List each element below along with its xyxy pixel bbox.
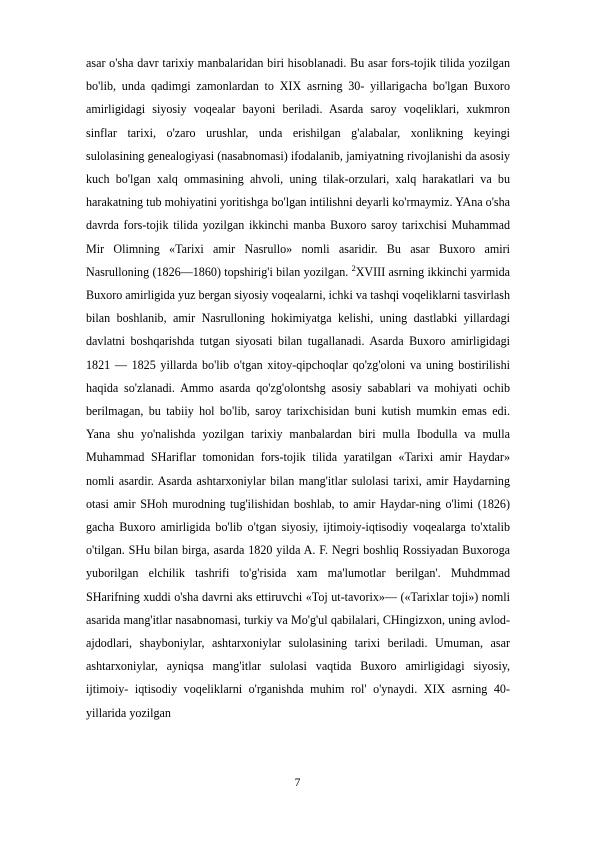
paragraph-text-part2: XVIII asrning ikkinchi yarmida Buxoro amirligida yuz bergan siyosiy voqealarni, ichki va tashqi voqeliklarni tasvirlash bilan boshlanib, amir Nasrulloning hokimiyatga kelishi, uning dastlabki yillardagi davlatni boshqarishda tutgan siyosati bilan tugallanadi. Asarda Buxoro amirligidagi 1821 — 1825 yillarda bo'lib o'tgan xitoy-qipchoqlar qo'zg'oloni va uning bostirilishi haqida so'zlanadi. Ammo asarda qo'zg'olontshg asosiy sabablari va mohiyati ochib berilmagan, bu tabiiy hol bo'lib, saroy tarixchisidan buni kutish mumkin emas edi. Yana shu yo'nalishda yozilgan tarixiy manbalardan biri mulla Ibodulla va mulla Muhammad SHariflar tomonidan fors-tojik tilida yaratilgan «Tarixi amir Haydar» nomli asardir. Asarda ashtarxoniylar bilan mang'itlar sulolasi tarixi, amir Haydarning otasi amir SHoh murodning tug'ilishidan boshlab, to amir Haydar-ning o'limi (1826) gacha Buxoro amirligida bo'lib o'tgan siyosiy, ijtimoiy-iqtisodiy voqealarga to'xtalib o'tilgan. SHu bilan birga, asarda 1820 yilda A. F. Negri boshliq Rossiyadan Buxoroga yuborilgan elchilik tashrifi to'g'risida xam ma'lumotlar berilgan'. Muhdmmad SHarifning xuddi o'sha davrni aks ettiruvchi «Toj ut-tavorix»— («Tarixlar toji») nomli asarida mang'itlar nasabnomasi, turkiy va Mo'g'ul qabilalari, CHingizxon, uning avlod-ajdodlari, shayboniylar, ashtarxoniylar sulolasining tarixi beriladi. Umuman, asar ashtarxoniylar, ayniqsa mang'itlar sulolasi vaqtida Buxoro amirligidagi siyosiy, ijtimoiy- iqtisodiy voqeliklarni o'rganishda muhim rol' o'ynaydi. XIX asrning 40-yillarida yozilgan [86,264,511,720]
footnote-marker: 2 [351,263,356,273]
page-number: 7 [294,777,301,789]
paragraph-text-part1: asar o'sha davr tarixiy manbalaridan biri hisoblanadi. Bu asar fors-tojik tilida yozilgan bo'lib, unda qadimgi zamonlardan to XIX asrning 30- yillarigacha bo'lgan Buxoro amirligidagi siyosiy voqealar bayoni beriladi. Asarda saroy voqeliklari, xukmron sinflar tarixi, o'zaro urushlar, unda erishilgan g'alabalar, xonlikning keyingi sulolasining genealogiyasi (nasabnomasi) ifodalanib, jamiyatning rivojlanishi da asosiy kuch bo'lgan xalq ommasining ahvoli, uning tilak-orzulari, xalq harakatlari va bu harakatning tub mohiyatini yoritishga bo'lgan intilishni deyarli ko'rmaymiz. YAna o'sha davrda fors-tojik tilida yozilgan ikkinchi manba Buxoro saroy tarixchisi Muhammad Mir Olimning «Tarixi amir Nasrullo» nomli asaridir. Bu asar Buxoro amiri Nasrulloning (1826—1860) topshirig'i bilan yozilgan. [86,56,510,279]
body-paragraph [86,52,510,725]
